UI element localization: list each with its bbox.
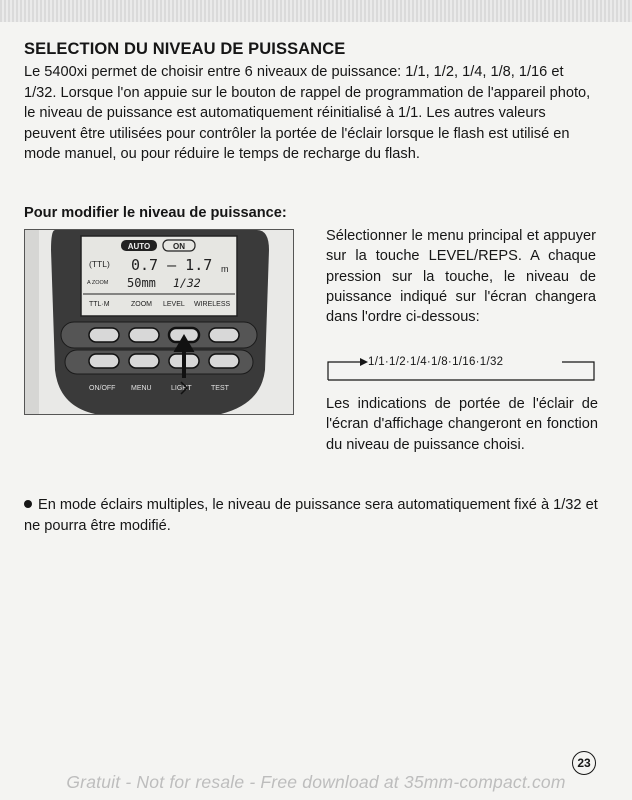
onoff-button[interactable] (89, 354, 119, 368)
instruction-text: Sélectionner le menu principal et appuyer sur la touche LEVEL/REPS. A chaque pression sur la touche, le niveau de puissance indiqué sur l'écran changera dans l'ordre ci-dessous: (326, 228, 596, 326)
menu-button[interactable] (129, 354, 159, 368)
lcd-ttl-text: (TTL) (89, 259, 110, 269)
result-text: Les indications de portée de l'éclair de l'écran d'affichage changeront en fonction du niveau de puissance choisi. (326, 396, 598, 453)
power-sequence-text: 1/1·1/2·1/4·1/8·1/16·1/32 (368, 356, 504, 368)
lcd-label-wireless: WIRELESS (194, 301, 231, 308)
lcd-label-level: LEVEL (163, 301, 185, 308)
lcd-label-ttlm: TTL·M (89, 301, 110, 308)
sequence-loop-line-left (328, 362, 364, 380)
label-test: TEST (211, 385, 229, 392)
lcd-label-zoom: ZOOM (131, 301, 152, 308)
lcd-zoom-value: 50mm (127, 276, 156, 290)
lcd-range-unit: m (221, 264, 229, 274)
function-button-2[interactable] (129, 328, 159, 342)
scan-edge-band (0, 0, 632, 22)
intro-paragraph: Le 5400xi permet de choisir entre 6 niveaux de puissance: 1/1, 1/2, 1/4, 1/8, 1/16 et 1/32. Lorsque l'on appuie sur le bouton de rappel de programmation de l'appareil photo, le niveau de puissance est automatiquement réinitialisé à 1/1. Les autres valeurs peuvent être utilisées pour contrôler la portée de l'éclair lorsque le flash est utilisé en mode manuel, ou pour réduire le temps de recharge du flash. (24, 64, 591, 162)
test-button[interactable] (209, 354, 239, 368)
page-number: 23 (572, 751, 596, 775)
flash-control-illustration (24, 229, 294, 415)
lcd-on-text: ON (173, 242, 185, 251)
side-margin (25, 230, 39, 414)
section-title: SELECTION DU NIVEAU DE PUISSANCE (24, 40, 346, 58)
label-menu: MENU (131, 385, 152, 392)
power-sequence-diagram (326, 350, 596, 382)
subheading: Pour modifier le niveau de puissance: (24, 205, 287, 221)
watermark: Gratuit - Not for resale - Free download at 35mm-compact.com (66, 772, 566, 792)
bullet-note-text: En mode éclairs multiples, le niveau de puissance sera automatiquement fixé à 1/32 et ne pourra être modifié. (24, 497, 598, 534)
lcd-azoom-label: A ZOOM (87, 280, 109, 286)
lcd-auto-text: AUTO (127, 242, 151, 251)
bullet-note (24, 495, 599, 536)
lcd-range-text: 0.7 – 1.7 (131, 256, 213, 274)
sequence-arrow-icon (360, 358, 368, 366)
label-onoff: ON/OFF (89, 385, 116, 392)
function-button-4[interactable] (209, 328, 239, 342)
bullet-icon (24, 500, 32, 508)
lcd-power-value: 1/32 (173, 276, 201, 290)
function-button-1[interactable] (89, 328, 119, 342)
label-light: LIGHT (171, 385, 192, 392)
